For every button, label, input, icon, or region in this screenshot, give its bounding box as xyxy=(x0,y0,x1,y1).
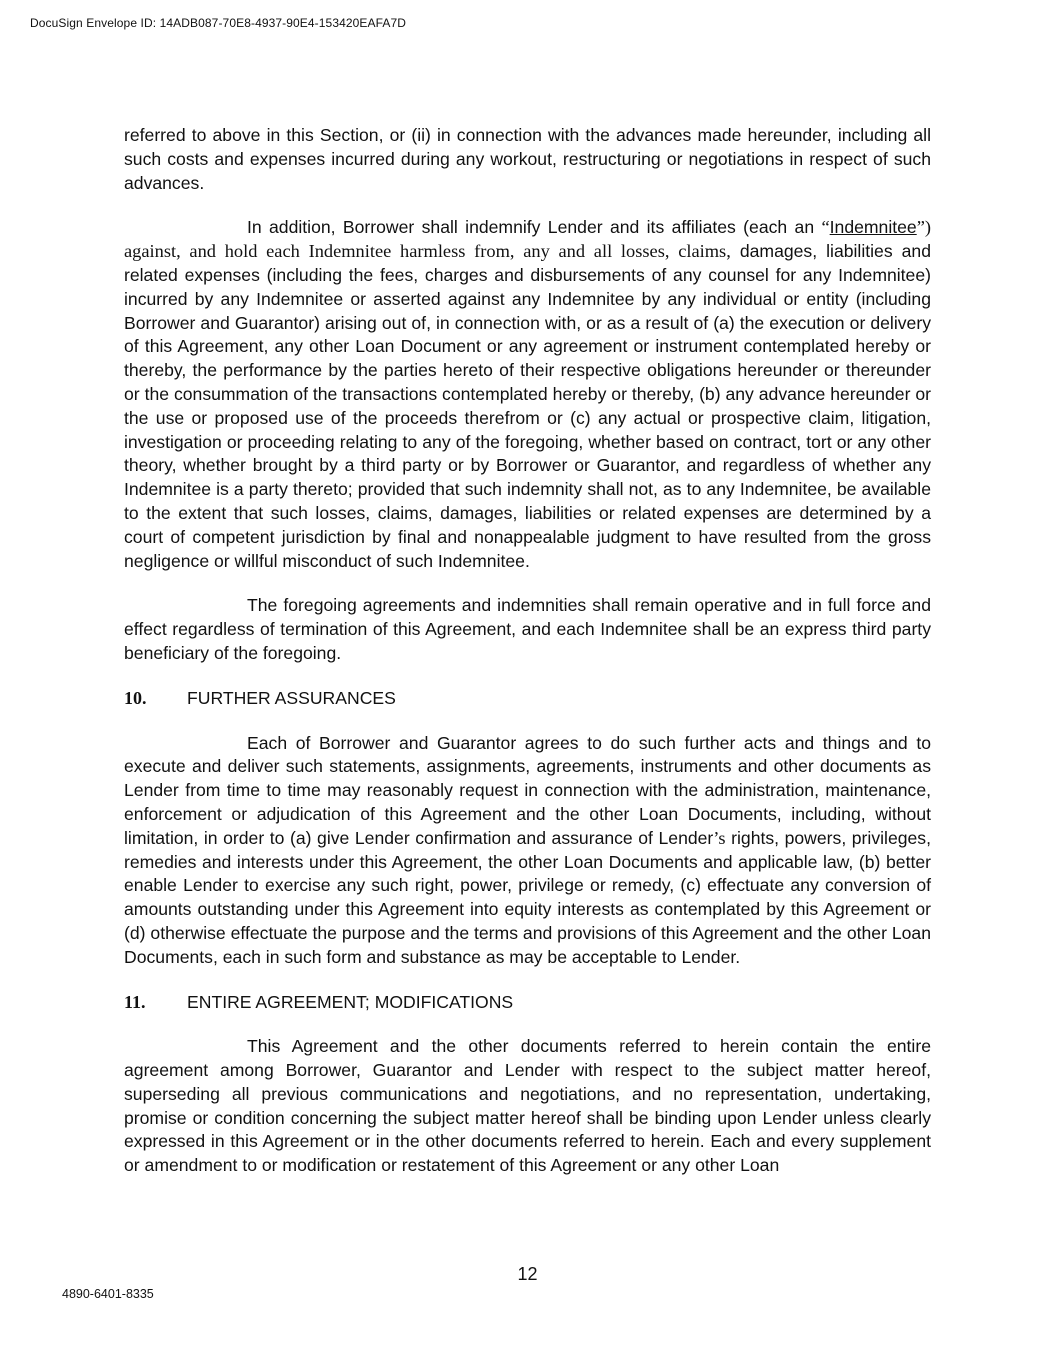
indemnification-rest: damages, liabilities and related expenses (including the fees, charges and disbursements of any counsel for any Indemnitee) incurred by any Indemnitee or asserted against any Indemnitee by any individual or entity (including Borrower and Guarantor) arising out of, in connection with, or as a result of (a) the execution or delivery of this Agreement, any other Loan Document or any agreement or instrument contemplated hereby or thereby, the performance by the parties hereto of their respective obligations hereunder or thereunder or the consummation of the transactions contemplated hereby or thereby, (b) any advance hereunder or the use or proposed use of the proceeds therefrom or (c) any actual or prospective claim, litigation, investigation or proceeding relating to any of the foregoing, whether based on contract, tort or any other theory, whether brought by a third party or by Borrower or Guarantor, and regardless of whether any Indemnitee is a party thereto; provided that such indemnity shall not, as to any Indemnitee, be available to the extent that such losses, claims, damages, liabilities or related expenses are determined by a court of competent jurisdiction by final and nonappealable judgment to have resulted from the gross negligence or willful misconduct of such Indemnitee. xyxy=(124,241,932,571)
paragraph-survival: The foregoing agreements and indemnities shall remain operative and in full force and effect regardless of termination of this Agreement, and each Indemnitee shall be an express third party beneficiary of the foregoing. xyxy=(124,595,931,663)
section-11-heading xyxy=(124,991,931,1015)
document-id: 4890-6401-8335 xyxy=(62,1287,154,1301)
indemnification-lead: In addition, Borrower shall indemnify Lender and its affiliates (each an xyxy=(247,217,822,238)
section-10-paragraph xyxy=(124,732,931,970)
section-10-apostrophe: ’s xyxy=(713,827,726,848)
section-11-number: 11. xyxy=(124,991,146,1012)
defined-term-indemnitee: Indemnitee xyxy=(829,217,917,238)
section-10-heading xyxy=(124,687,931,711)
open-quote: “ xyxy=(821,217,830,238)
section-11-paragraph: This Agreement and the other documents referred to herein contain the entire agreement among Borrower, Guarantor and Lender with respect to the subject matter hereof, superseding all previous communications and negotiations, and no representation, undertaking, promise or condition concerning the subject matter hereof shall be binding upon Lender unless clearly expressed in this Agreement or in the other documents referred to herein. Each and every supplement or amendment to or modification or restatement of this Agreement or any other Loan xyxy=(124,1036,931,1176)
section-11-title: ENTIRE AGREEMENT; MODIFICATIONS xyxy=(187,991,514,1012)
indemnification-serif-text: ”) against, and hold each Indemnitee harmless from, any and all losses, claims, xyxy=(124,217,931,262)
paragraph-costs-continued: referred to above in this Section, or (ii) in connection with the advances made hereunder, including all such costs and expenses incurred during any workout, restructuring or negotiations in respect of such advances. xyxy=(124,125,931,193)
section-10-title: FURTHER ASSURANCES xyxy=(187,687,396,708)
docusign-envelope-id: DocuSign Envelope ID: 14ADB087-70E8-4937-90E4-153420EAFA7D xyxy=(30,16,407,30)
document-body xyxy=(124,124,931,1178)
section-10-number: 10. xyxy=(124,687,147,708)
section-10-text-a: Each of Borrower and Guarantor agrees to do such further acts and things and to execute and deliver such statements, assignments, agreements, instruments and other documents as Lender from time to time may reasonably request in connection with the administration, maintenance, enforcement or adjudication of this Agreement and the other Loan Documents, including, without limitation, in order to (a) give Lender confirmation and assurance of Lender xyxy=(124,732,931,848)
page-number: 12 xyxy=(517,1264,538,1284)
paragraph-indemnification xyxy=(124,216,931,573)
section-10-text-b: rights, powers, privileges, remedies and interests under this Agreement, the other Loan Documents and applicable law, (b) better enable Lender to exercise any such right, power, privilege or remedy, (c) effectuate any conversion of amounts outstanding under this Agreement into equity interests as contemplated by this Agreement or (d) otherwise effectuate the purpose and the terms and provisions of this Agreement and the other Loan Documents, each in such form and substance as may be acceptable to Lender. xyxy=(124,827,931,967)
